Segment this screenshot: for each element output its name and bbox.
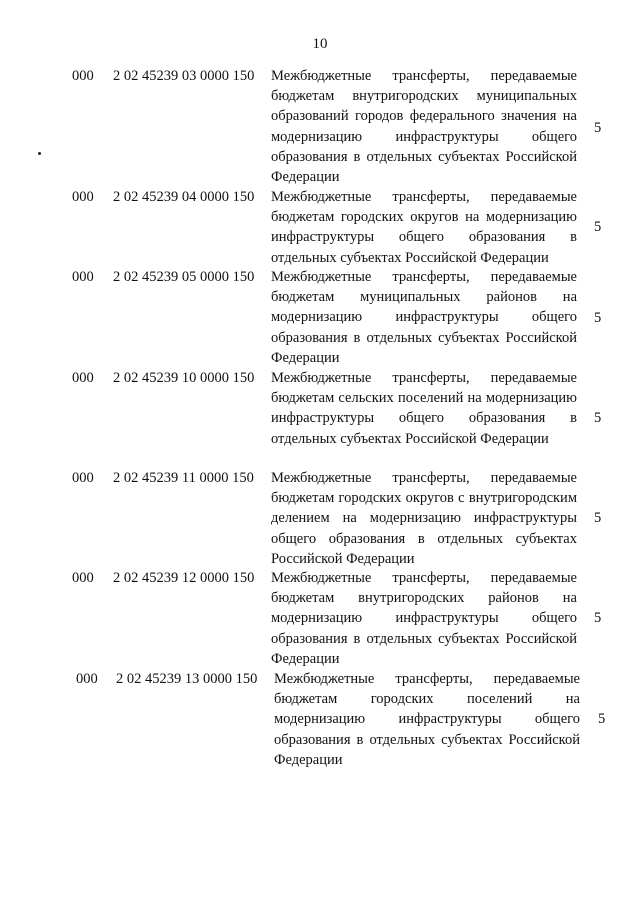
row-amount: 5: [594, 120, 602, 136]
table-row: [0, 187, 640, 267]
admin-code: 000: [72, 570, 94, 586]
row-description: Межбюджетные трансферты, передаваемые бюджетам городских округов на модернизацию инфраструктуры общего образования в отдельных субъектах Российской Федерации: [271, 189, 577, 266]
row-description: Межбюджетные трансферты, передаваемые бюджетам городских округов с внутригородским делением на модернизацию инфраструктуры общего образования в отдельных субъектах Российской Федерации: [271, 470, 577, 567]
table-row: [0, 568, 640, 669]
admin-code: 000: [72, 370, 94, 386]
admin-code: 000: [72, 68, 94, 84]
admin-code: 000: [72, 470, 94, 486]
table-row: [0, 368, 640, 468]
table-row: [0, 267, 640, 368]
row-description: Межбюджетные трансферты, передаваемые бюджетам внутригородских районов на модернизацию инфраструктуры общего образования в отдельных субъектах Российской Федерации: [271, 570, 577, 667]
row-description: Межбюджетные трансферты, передаваемые бюджетам сельских поселений на модернизацию инфраструктуры общего образования в отдельных субъектах Российской Федерации: [271, 370, 577, 447]
budget-classification-code: 2 02 45239 11 0000 150: [113, 470, 254, 486]
budget-classification-code: 2 02 45239 13 0000 150: [116, 671, 258, 687]
page-number: 10: [312, 36, 328, 52]
admin-code: 000: [72, 269, 94, 285]
row-amount: 5: [594, 219, 602, 235]
row-description: Межбюджетные трансферты, передаваемые бюджетам муниципальных районов на модернизацию инфраструктуры общего образования в отдельных субъектах Российской Федерации: [271, 269, 577, 366]
budget-classification-code: 2 02 45239 12 0000 150: [113, 570, 255, 586]
budget-classification-code: 2 02 45239 04 0000 150: [113, 189, 255, 205]
row-description: Межбюджетные трансферты, передаваемые бюджетам городских поселений на модернизацию инфраструктуры общего образования в отдельных субъектах Российской Федерации: [274, 671, 580, 768]
row-amount: 5: [594, 610, 602, 626]
row-amount: 5: [594, 510, 602, 526]
table-row: [0, 468, 640, 568]
row-amount: 5: [594, 310, 602, 326]
table-row: [0, 669, 640, 769]
admin-code: 000: [76, 671, 98, 687]
budget-classification-code: 2 02 45239 03 0000 150: [113, 68, 255, 84]
row-description: Межбюджетные трансферты, передаваемые бюджетам внутригородских муниципальных образований городов федерального значения на модернизацию инфраструктуры общего образования в отдельных субъектах Российской Федерации: [271, 68, 577, 186]
row-amount: 5: [598, 711, 606, 727]
table-row: [0, 66, 640, 187]
budget-code-table: [0, 66, 640, 769]
budget-classification-code: 2 02 45239 10 0000 150: [113, 370, 255, 386]
admin-code: 000: [72, 189, 94, 205]
row-amount: 5: [594, 410, 602, 426]
budget-classification-code: 2 02 45239 05 0000 150: [113, 269, 255, 285]
